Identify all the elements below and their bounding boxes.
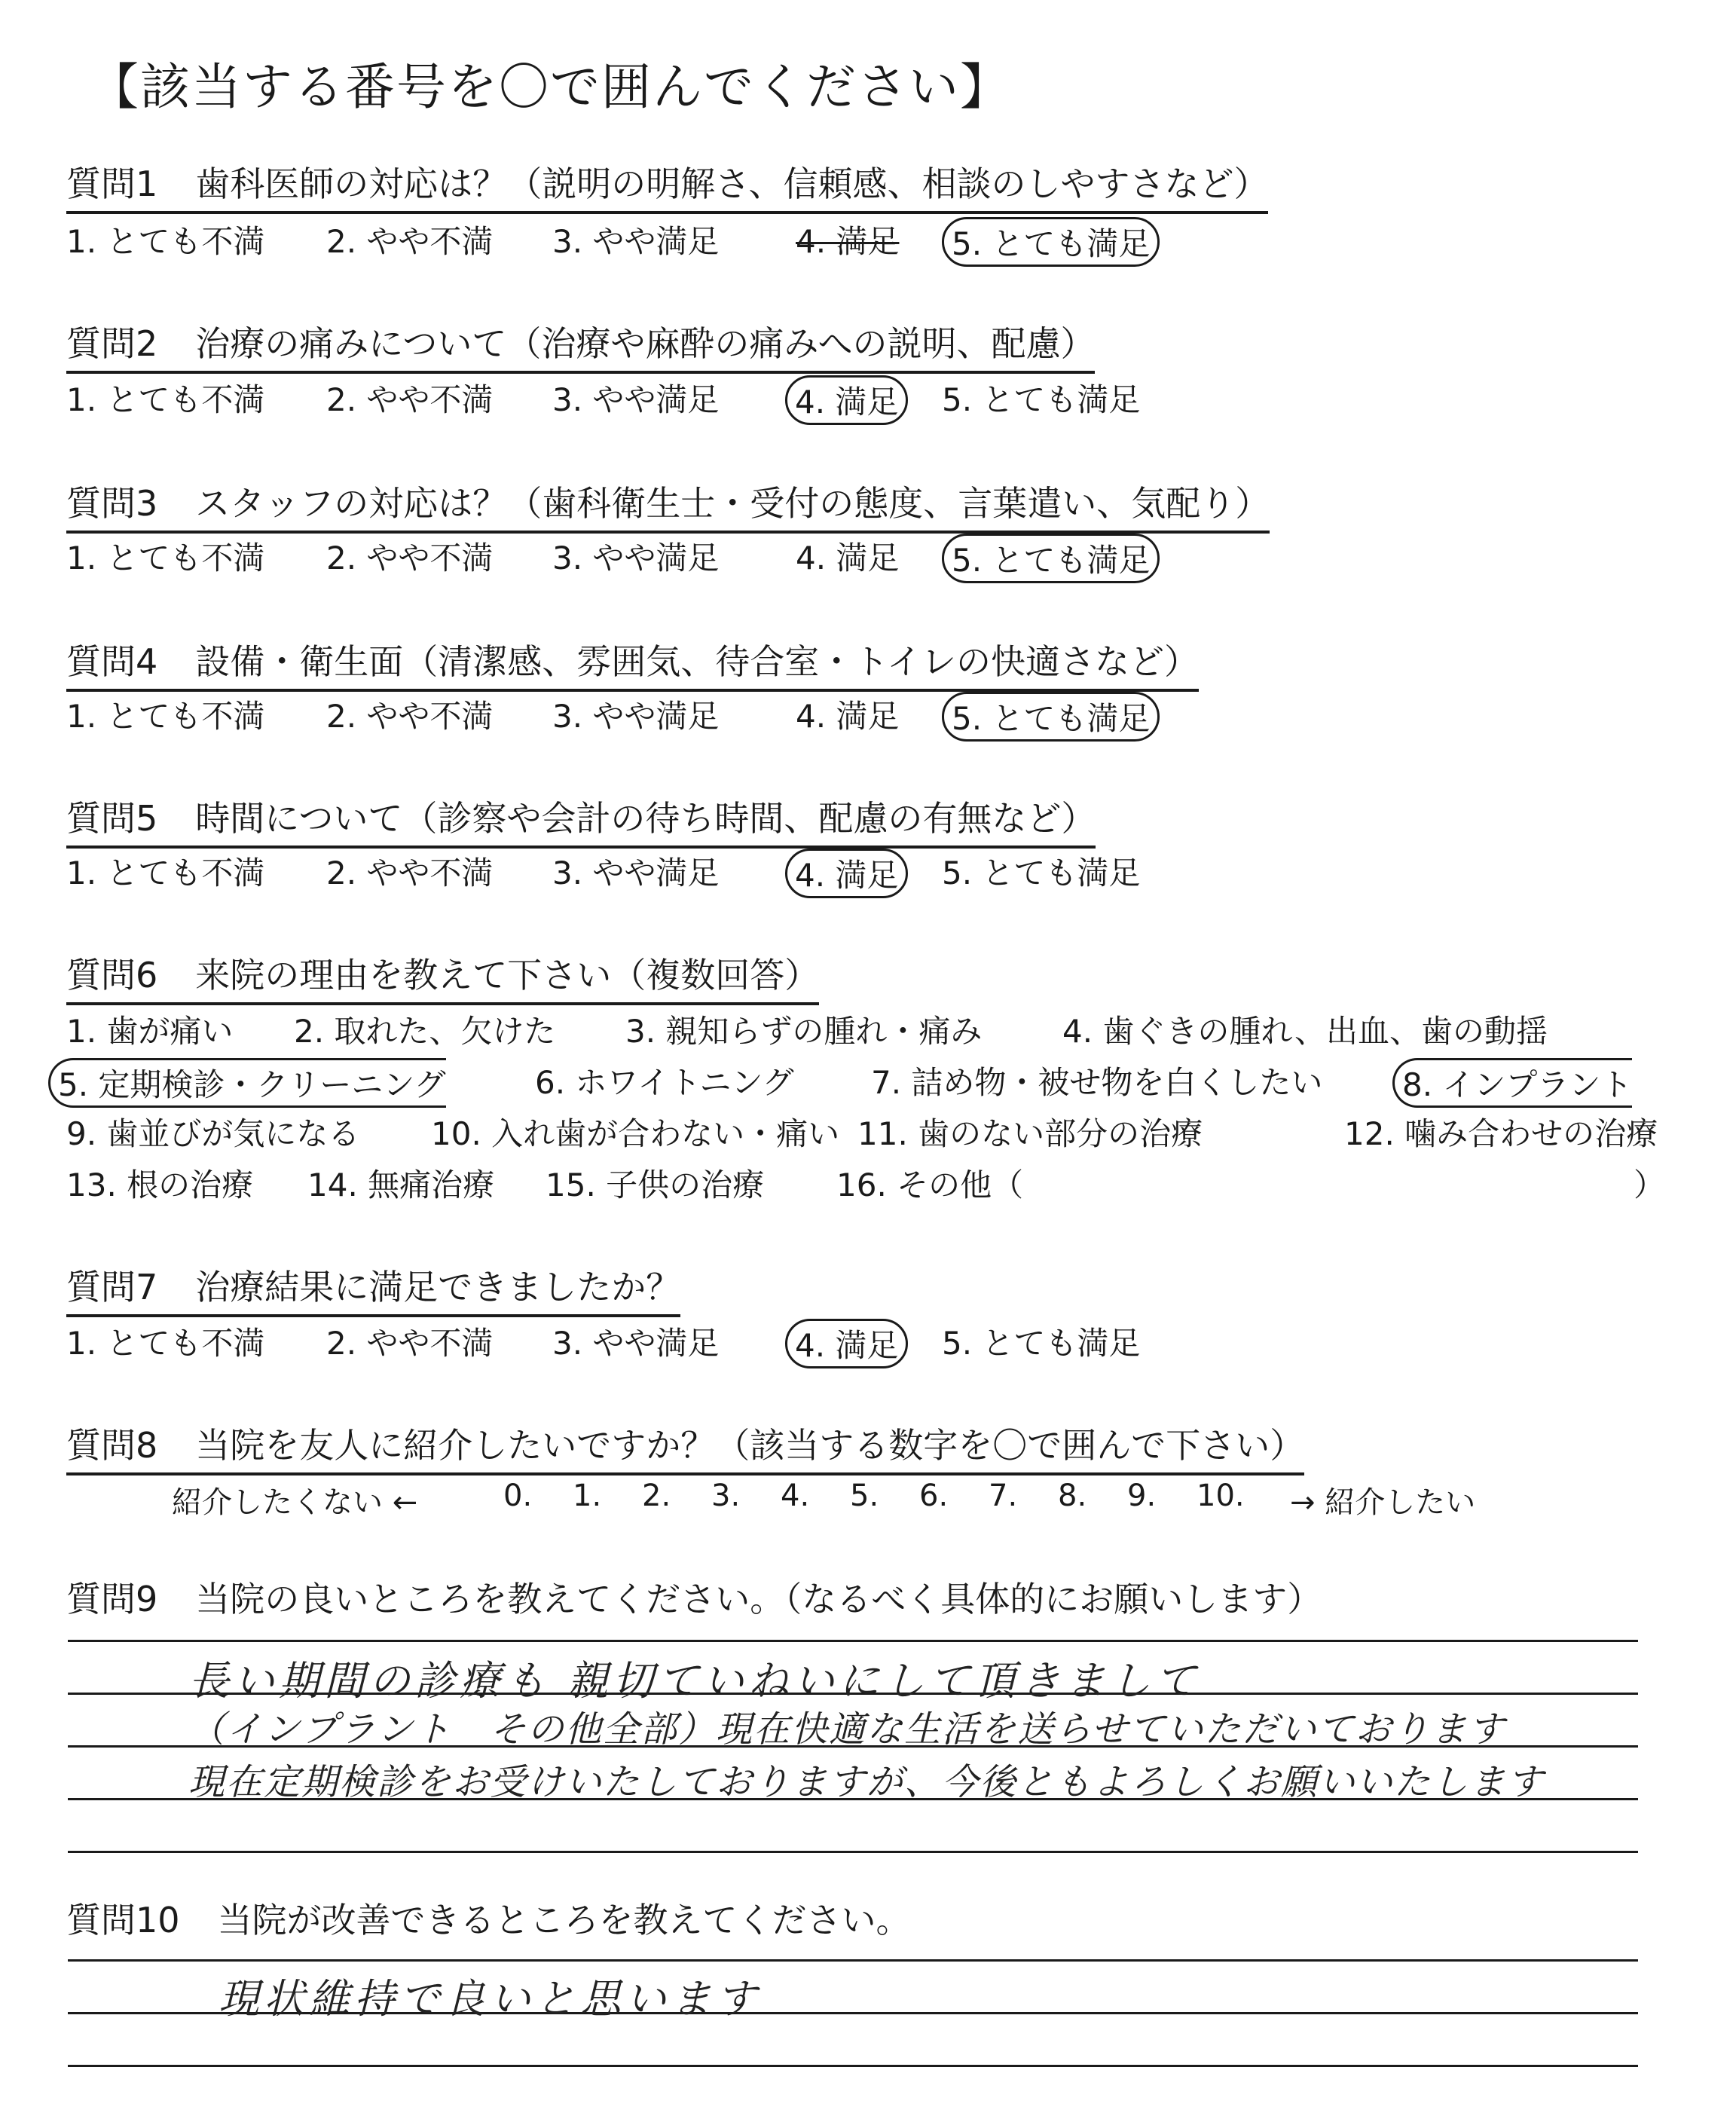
q2-title — [66, 316, 1095, 374]
q6-option-10[interactable]: 10. 入れ歯が合わない・痛い — [431, 1115, 840, 1152]
q9-title — [66, 1572, 1322, 1622]
q8-scale-3[interactable]: 3. — [711, 1479, 741, 1513]
q8-scale-0[interactable]: 0. — [503, 1479, 533, 1513]
q3-option-4[interactable]: 4. 満足 — [796, 540, 900, 576]
q3-option-5-circled[interactable]: 5. とても満足 — [942, 534, 1160, 583]
q1-label: 質問1 — [66, 164, 158, 204]
q6-option-2[interactable]: 2. 取れた、欠けた — [294, 1013, 556, 1050]
q6-option-3[interactable]: 3. 親知らずの腫れ・痛み — [625, 1013, 983, 1050]
q7-option-5[interactable]: 5. とても満足 — [942, 1325, 1141, 1362]
q2-option-5[interactable]: 5. とても満足 — [942, 381, 1141, 418]
q5-option-3[interactable]: 3. やや満足 — [552, 855, 720, 891]
q6-option-11[interactable]: 11. 歯のない部分の治療 — [857, 1115, 1203, 1152]
q6-option-12[interactable]: 12. 噛み合わせの治療 — [1344, 1115, 1658, 1152]
q5-option-1[interactable]: 1. とても不満 — [66, 855, 265, 891]
q5-title — [66, 791, 1096, 849]
q5-option-5[interactable]: 5. とても満足 — [942, 855, 1141, 891]
q6-label: 質問6 — [66, 955, 158, 995]
q3-option-1[interactable]: 1. とても不満 — [66, 540, 265, 576]
q1-option-2[interactable]: 2. やや不満 — [326, 223, 494, 260]
q4-label: 質問4 — [66, 641, 158, 682]
q3-label: 質問3 — [66, 483, 158, 524]
q8-scale-8[interactable]: 8. — [1058, 1479, 1087, 1513]
q2-label: 質問2 — [66, 323, 158, 364]
q9-answer-line-3: 現在定期検診をお受けいたしておりますが、今後ともよろしくお願いいたします — [188, 1761, 1545, 1803]
q6-option-8-circled[interactable]: 8. インプラント — [1392, 1058, 1632, 1108]
q1-option-1[interactable]: 1. とても不満 — [66, 223, 265, 260]
q9-writing-line-1 — [68, 1640, 1638, 1642]
q6-text: 来院の理由を教えて下さい（複数回答） — [195, 955, 820, 995]
q3-text: スタッフの対応は？（歯科衛生士・受付の態度、言葉遣い、気配り） — [195, 483, 1270, 524]
q4-option-1[interactable]: 1. とても不満 — [66, 698, 265, 735]
q10-title — [66, 1893, 911, 1943]
q6-option-16[interactable]: 16. その他（ — [836, 1167, 1024, 1203]
q4-title — [66, 635, 1199, 692]
q2-option-1[interactable]: 1. とても不満 — [66, 381, 265, 418]
q5-option-4-circled[interactable]: 4. 満足 — [785, 849, 908, 898]
q5-text: 時間について（診察や会計の待ち時間、配慮の有無など） — [195, 798, 1096, 839]
q2-option-3[interactable]: 3. やや満足 — [552, 381, 720, 418]
q6-option-16-close: ） — [1634, 1167, 1666, 1203]
q1-option-4-struck[interactable]: 4. 満足 — [796, 223, 900, 260]
instruction-header: 【該当する番号を〇で囲んでください】 — [89, 58, 1011, 116]
q7-text: 治療結果に満足できましたか？ — [195, 1267, 681, 1307]
q10-writing-line-3 — [68, 2065, 1638, 2067]
q7-option-2[interactable]: 2. やや不満 — [326, 1325, 494, 1362]
q1-option-3[interactable]: 3. やや満足 — [552, 223, 720, 260]
q6-option-6[interactable]: 6. ホワイトニング — [535, 1064, 794, 1101]
q4-text: 設備・衛生面（清潔感、雰囲気、待合室・トイレの快適さなど） — [195, 641, 1199, 682]
q8-scale-2[interactable]: 2. — [642, 1479, 671, 1513]
q2-option-2[interactable]: 2. やや不満 — [326, 381, 494, 418]
q8-scale-10[interactable]: 10. — [1197, 1479, 1245, 1513]
q6-option-7[interactable]: 7. 詰め物・被せ物を白くしたい — [871, 1064, 1323, 1101]
q8-scale-7[interactable]: 7. — [989, 1479, 1018, 1513]
q9-label: 質問9 — [66, 1579, 158, 1619]
q6-option-15[interactable]: 15. 子供の治療 — [546, 1167, 765, 1203]
q1-option-5-circled[interactable]: 5. とても満足 — [942, 217, 1160, 267]
q4-option-3[interactable]: 3. やや満足 — [552, 698, 720, 735]
q6-option-14[interactable]: 14. 無痛治療 — [307, 1167, 495, 1203]
q5-label: 質問5 — [66, 798, 158, 839]
q6-option-1[interactable]: 1. 歯が痛い — [66, 1013, 234, 1050]
q3-option-3[interactable]: 3. やや満足 — [552, 540, 720, 576]
q8-scale-6[interactable]: 6. — [919, 1479, 949, 1513]
q9-text: 当院の良いところを教えてください。（なるべく具体的にお願いします） — [195, 1579, 1322, 1619]
q2-option-4-circled[interactable]: 4. 満足 — [785, 375, 908, 425]
q8-title — [66, 1418, 1304, 1475]
q6-option-13[interactable]: 13. 根の治療 — [66, 1167, 254, 1203]
q2-text: 治療の痛みについて（治療や麻酔の痛みへの説明、配慮） — [195, 323, 1096, 364]
q7-label: 質問7 — [66, 1267, 158, 1307]
q6-option-9[interactable]: 9. 歯並びが気になる — [66, 1115, 360, 1152]
q7-option-1[interactable]: 1. とても不満 — [66, 1325, 265, 1362]
q8-left-label: 紹介したくない ← — [172, 1485, 418, 1520]
q1-title — [66, 157, 1268, 214]
q7-title — [66, 1260, 680, 1317]
q6-option-4[interactable]: 4. 歯ぐきの腫れ、出血、歯の動揺 — [1062, 1013, 1548, 1050]
q10-text: 当院が改善できるところを教えてください。 — [217, 1900, 911, 1940]
q9-answer-line-1: 長い期間の診療も 親切ていねいにして頂きまして — [188, 1657, 1201, 1705]
q3-title — [66, 476, 1270, 534]
q10-label: 質問10 — [66, 1900, 180, 1940]
q9-writing-line-5 — [68, 1851, 1638, 1853]
q4-option-4[interactable]: 4. 満足 — [796, 698, 900, 735]
q8-scale-9[interactable]: 9. — [1127, 1479, 1157, 1513]
q10-answer-line-1: 現状維持で良いと思います — [219, 1975, 761, 2023]
q5-option-2[interactable]: 2. やや不満 — [326, 855, 494, 891]
q6-title — [66, 948, 819, 1005]
q8-scale-1[interactable]: 1. — [573, 1479, 602, 1513]
q8-right-label: → 紹介したい — [1290, 1485, 1476, 1520]
q4-option-2[interactable]: 2. やや不満 — [326, 698, 494, 735]
q10-writing-line-1 — [68, 1959, 1638, 1962]
q3-option-2[interactable]: 2. やや不満 — [326, 540, 494, 576]
q4-option-5-circled[interactable]: 5. とても満足 — [942, 692, 1160, 742]
q7-option-4-circled[interactable]: 4. 満足 — [785, 1319, 908, 1368]
q6-option-5-circled[interactable]: 5. 定期検診・クリーニング — [48, 1058, 446, 1108]
q9-answer-line-2: （インプラント その他全部）現在快適な生活を送らせていただいております — [188, 1708, 1506, 1751]
q8-text: 当院を友人に紹介したいですか？（該当する数字を〇で囲んで下さい） — [195, 1425, 1305, 1466]
q7-option-3[interactable]: 3. やや満足 — [552, 1325, 720, 1362]
q8-scale-4[interactable]: 4. — [781, 1479, 810, 1513]
q8-scale-5[interactable]: 5. — [850, 1479, 879, 1513]
q1-text: 歯科医師の対応は？（説明の明解さ、信頼感、相談のしやすさなど） — [195, 164, 1269, 204]
q8-label: 質問8 — [66, 1425, 158, 1466]
